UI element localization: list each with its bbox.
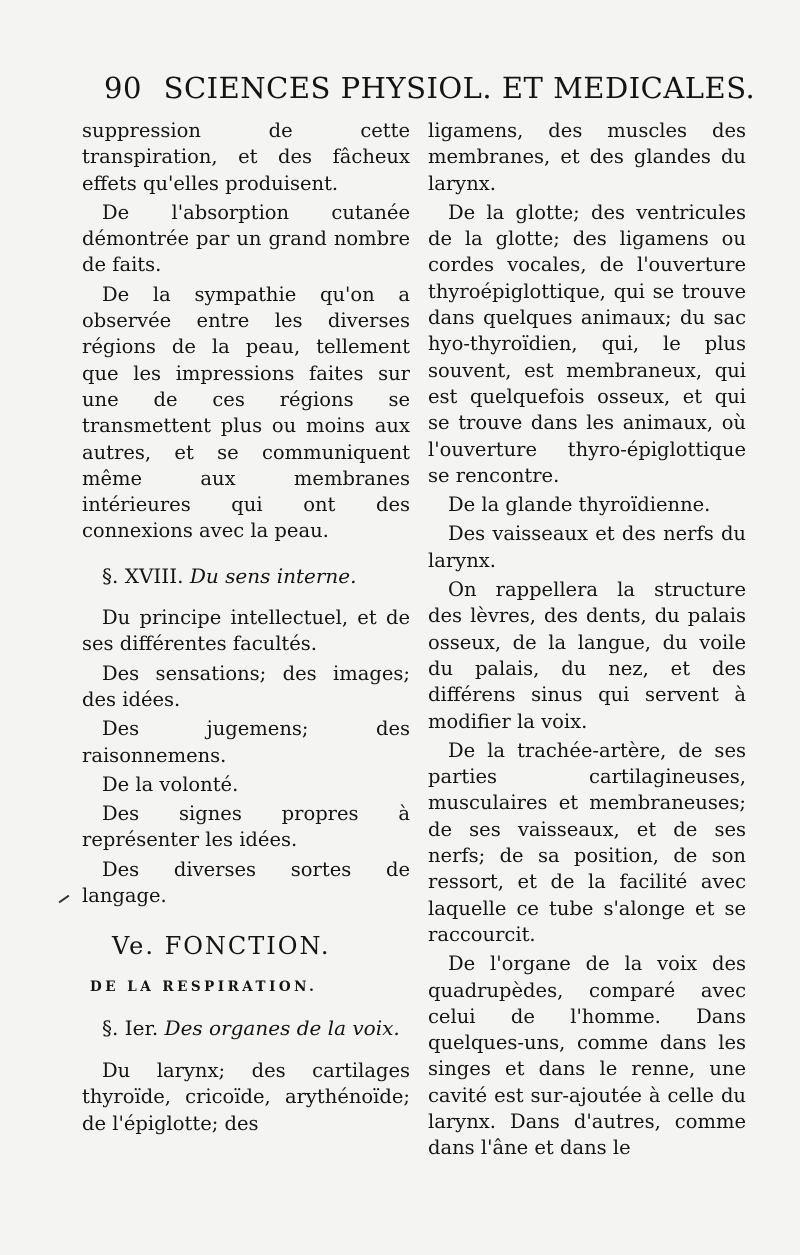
running-title: SCIENCES PHYSIOL. ET MEDICALES. (163, 71, 756, 105)
paragraph: De la sympathie qu'on a observée entre les diverses régions de la peau, tellement que les impressions faites sur une de ces régions se transmettent plus ou moins aux autres, et se communiquent même aux membranes intérieures qui ont des connexions avec la peau. (82, 282, 410, 543)
right-column (428, 118, 746, 1165)
running-header (104, 71, 756, 105)
section-title: Du sens interne. (189, 563, 357, 588)
margin-pen-mark (59, 895, 70, 904)
paragraph: De la glande thyroïdienne. (448, 493, 711, 517)
section-label: §. Ier. (102, 1015, 159, 1040)
paragraph: suppression de cette transpiration, et des fâcheux effets qu'elles produisent. (82, 119, 410, 195)
paragraph: De la trachée-artère, de ses parties cartilagineuses, musculaires et membraneuses; de ses vaisseaux, et de ses nerfs; de sa position, de son ressort, et de la facilité avec laquelle ce tube s'alonge et se raccourcit. (428, 738, 746, 946)
section-heading-i (82, 1014, 410, 1042)
fonction-heading: Ve. FONCTION. (112, 932, 331, 961)
paragraph: Du larynx; des cartilages thyroïde, cricoïde, arythénoïde; de l'épiglotte; des (82, 1058, 410, 1135)
paragraph: Des signes propres à représenter les idées. (82, 802, 410, 852)
paragraph: De la glotte; des ventricules de la glotte; des ligamens ou cordes vocales, de l'ouverture thyroépiglottique, qui se trouve dans quelques animaux; du sac hyo-thyroïdien, qui, le plus souvent, est membraneux, qui est quelquefois osseux, et qui se trouve dans les animaux, où l'ouverture thyro-épiglottique se rencontre. (428, 200, 746, 487)
paragraph: Des jugemens; des raisonnemens. (82, 717, 410, 767)
paragraph: ligamens, des muscles des membranes, et des glandes du larynx. (428, 119, 746, 195)
section-label: §. XVIII. (102, 563, 184, 588)
paragraph: Du principe intellectuel, et de ses différentes facultés. (82, 606, 410, 656)
paragraph: De l'organe de la voix des quadrupèdes, comparé avec celui de l'homme. Dans quelques-uns, comme dans les singes et dans le renne, une cavité est sur-ajoutée à celle du larynx. Dans d'autres, comme dans l'âne et dans le (428, 952, 746, 1160)
page-number: 90 (104, 71, 142, 105)
paragraph: Des diverses sortes de langage. (82, 857, 410, 908)
paragraph: Des vaisseaux et des nerfs du larynx. (428, 522, 746, 572)
paragraph: De l'absorption cutanée démontrée par un grand nombre de faits. (82, 200, 410, 277)
section-title: Des organes de la voix. (164, 1015, 400, 1040)
paragraph: Des sensations; des images; des idées. (82, 661, 410, 711)
left-column (82, 118, 410, 1140)
paragraph: On rappellera la structure des lèvres, des dents, du palais osseux, de la langue, du voile du palais, du nez, et des différens sinus qui servent à modifier la voix. (428, 578, 746, 733)
section-heading-xviii (82, 563, 410, 589)
fonction-subheading: DE LA RESPIRATION. (90, 978, 318, 995)
paragraph: De la volonté. (102, 772, 239, 796)
